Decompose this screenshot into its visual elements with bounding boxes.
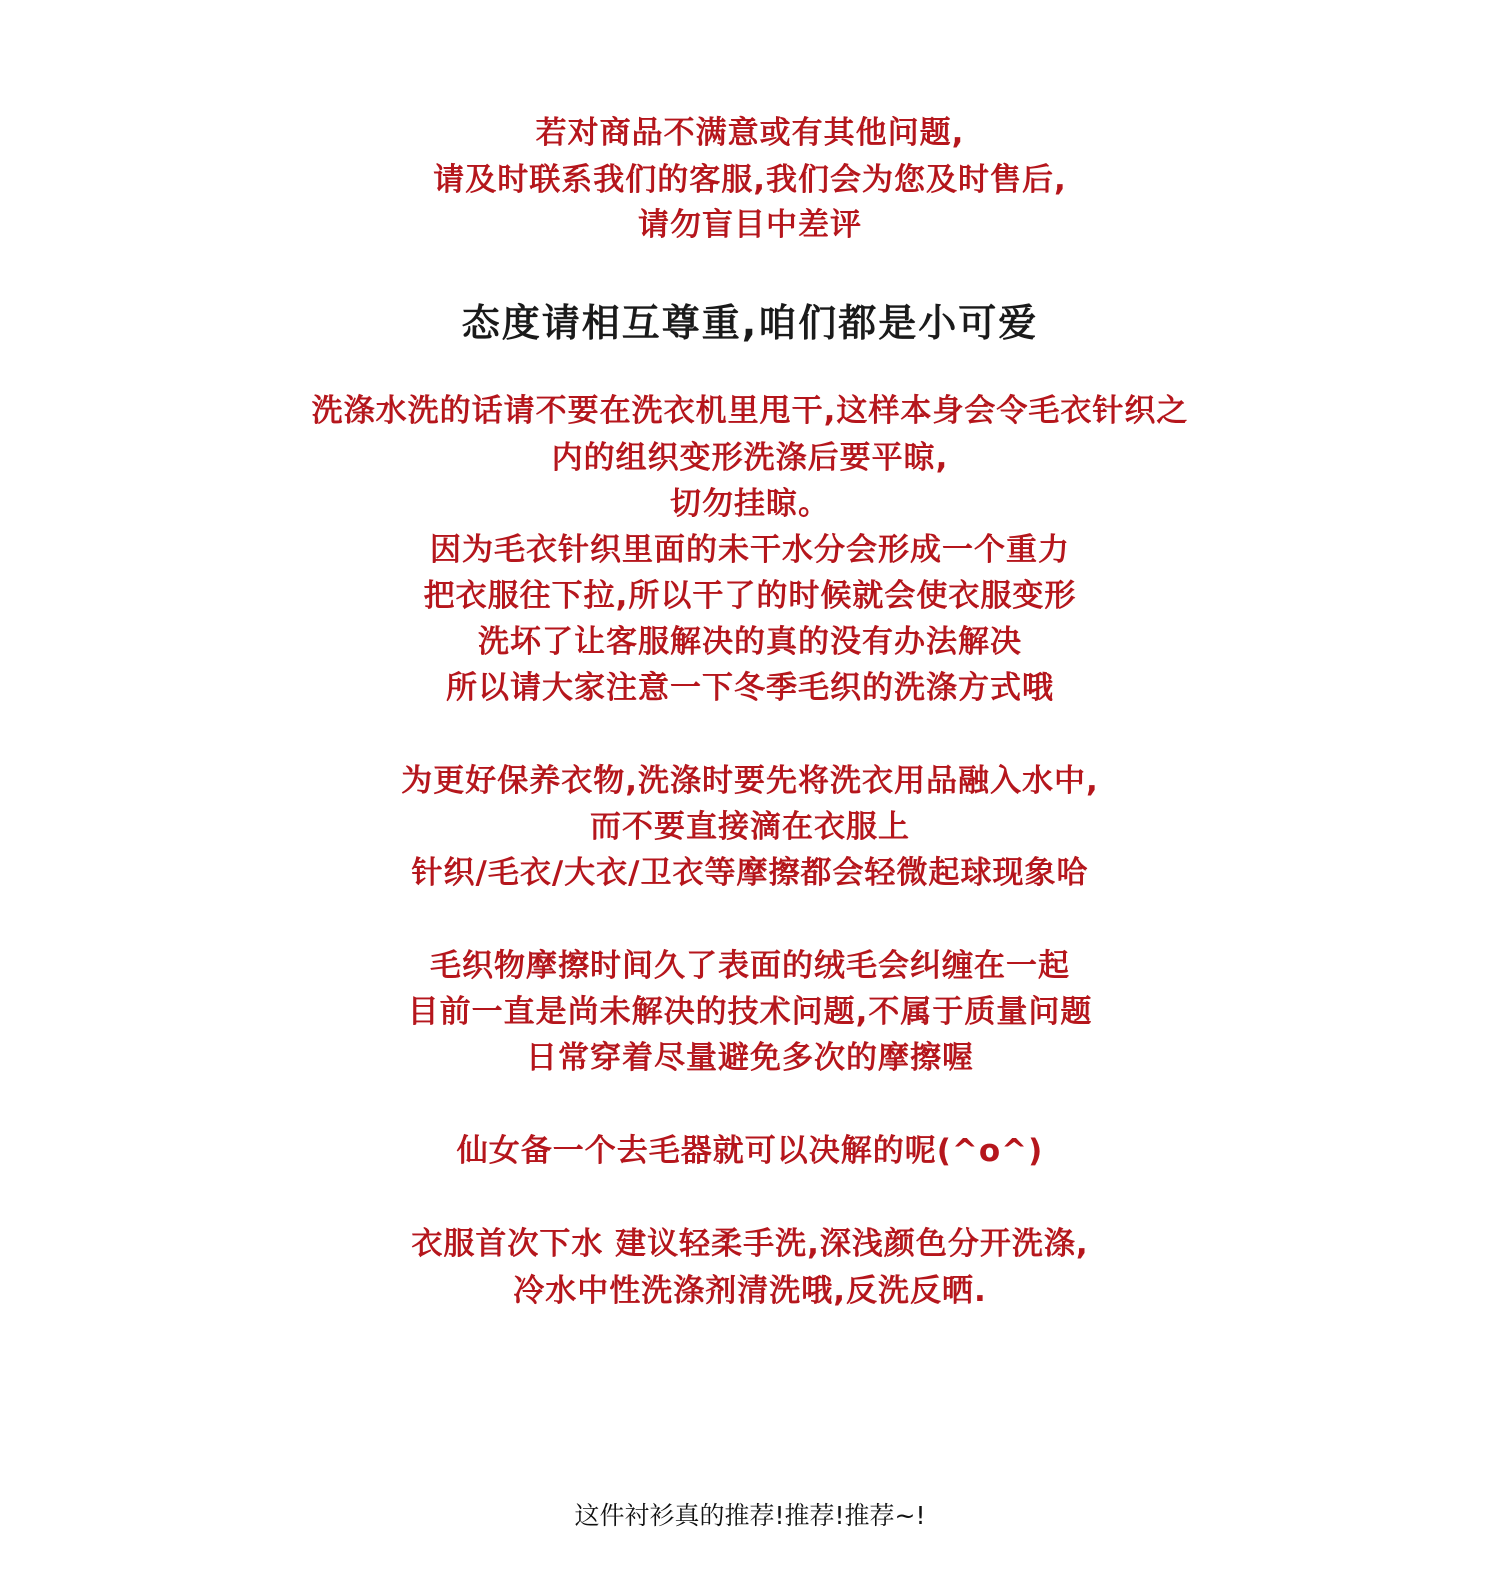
care-line-3: 针织/毛衣/大衣/卫衣等摩擦都会轻微起球现象哈 bbox=[411, 855, 1089, 891]
first-wash-line-1: 衣服首次下水 建议轻柔手洗,深浅颜色分开洗涤, bbox=[411, 1226, 1089, 1262]
washing-line-7: 所以请大家注意一下冬季毛织的洗涤方式哦 bbox=[446, 670, 1054, 706]
pilling-line-2: 目前一直是尚未解决的技术问题,不属于质量问题 bbox=[407, 994, 1093, 1030]
washing-line-1: 洗涤水洗的话请不要在洗衣机里甩干,这样本身会令毛衣针织之 bbox=[311, 393, 1189, 429]
first-wash-line-2: 冷水中性洗涤剂清洗哦,反洗反晒. bbox=[513, 1273, 987, 1309]
notice-line-1: 若对商品不满意或有其他问题, bbox=[535, 115, 965, 151]
washing-line-2: 内的组织变形洗涤后要平晾, bbox=[551, 440, 949, 476]
washing-line-3: 切勿挂晾。 bbox=[670, 486, 830, 522]
recommendation-footer: 这件衬衫真的推荐!推荐!推荐~! bbox=[574, 1501, 926, 1530]
pilling-line-1: 毛织物摩擦时间久了表面的绒毛会纠缠在一起 bbox=[430, 948, 1070, 984]
washing-line-5: 把衣服往下拉,所以干了的时候就会使衣服变形 bbox=[423, 578, 1077, 614]
notice-line-3: 请勿盲目中差评 bbox=[638, 207, 862, 243]
washing-line-6: 洗坏了让客服解决的真的没有办法解决 bbox=[478, 624, 1022, 660]
washing-line-4: 因为毛衣针织里面的未干水分会形成一个重力 bbox=[430, 532, 1070, 568]
pilling-line-3: 日常穿着尽量避免多次的摩擦喔 bbox=[526, 1040, 974, 1076]
care-line-2: 而不要直接滴在衣服上 bbox=[590, 809, 910, 845]
notice-line-2: 请及时联系我们的客服,我们会为您及时售后, bbox=[433, 162, 1067, 198]
lint-remover-line: 仙女备一个去毛器就可以决解的呢(^o^) bbox=[456, 1133, 1044, 1169]
respect-heading: 态度请相互尊重,咱们都是小可爱 bbox=[461, 301, 1039, 345]
care-line-1: 为更好保养衣物,洗涤时要先将洗衣用品融入水中, bbox=[401, 763, 1099, 799]
